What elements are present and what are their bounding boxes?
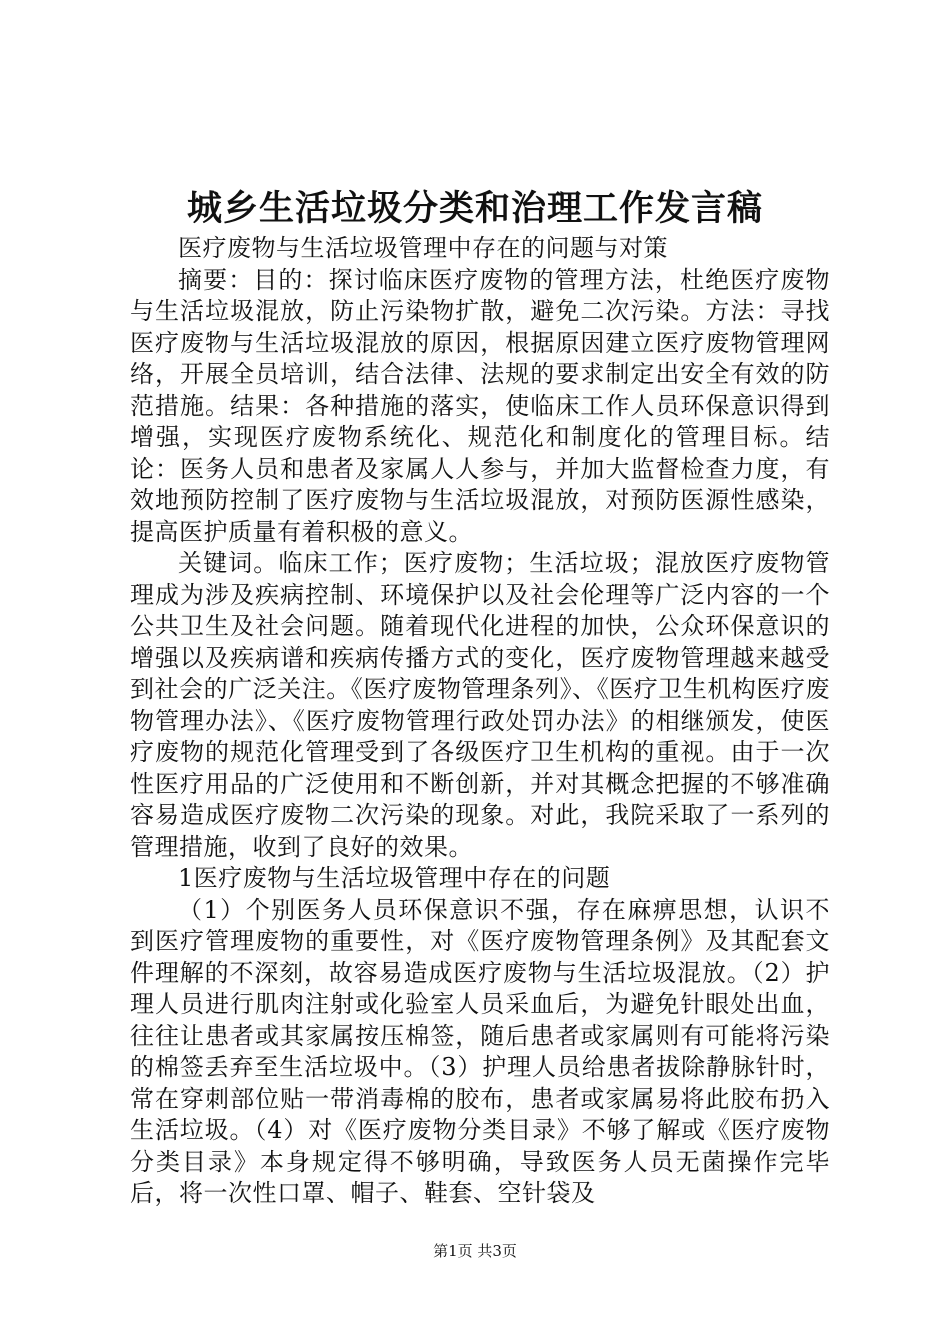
document-body [130, 233, 830, 1210]
document-title: 城乡生活垃圾分类和治理工作发言稿 [186, 188, 763, 229]
abstract-paragraph: 摘要：目的：探讨临床医疗废物的管理方法，杜绝医疗废物与生活垃圾混放，防止污染物扩散，避免二次污染。方法：寻找医疗废物与生活垃圾混放的原因，根据原因建立医疗废物管理网络，开展全员培训，结合法律、法规的要求制定出安全有效的防范措施。结果：各种措施的落实，使临床工作人员环保意识得到增强，实现医疗废物系统化、规范化和制度化的管理目标。结论：医务人员和患者及家属人人参与，并加大监督检查力度，有效地预防控制了医疗废物与生活垃圾混放，对预防医源性感染，提高医护质量有着积极的意义。 [130, 265, 830, 546]
page-footer: 第1页 共3页 [433, 1242, 517, 1260]
subtitle-paragraph: 医疗废物与生活垃圾管理中存在的问题与对策 [178, 234, 668, 262]
keywords-paragraph: 关键词。临床工作；医疗废物；生活垃圾；混放医疗废物管理成为涉及疾病控制、环境保护以及社会伦理等广泛内容的一个公共卫生及社会问题。随着现代化进程的加快，公众环保意识的增强以及疾病谱和疾病传播方式的变化，医疗废物管理越来越受到社会的广泛关注。《医疗废物管理条列》、《医疗卫生机构医疗废物管理办法》、《医疗废物管理行政处罚办法》的相继颁发，使医疗废物的规范化管理受到了各级医疗卫生机构的重视。由于一次性医疗用品的广泛使用和不断创新，并对其概念把握的不够准确容易造成医疗废物二次污染的现象。对此，我院采取了一系列的管理措施，收到了良好的效果。 [130, 549, 830, 861]
problems-paragraph: （1）个别医务人员环保意识不强，存在麻痹思想，认识不到医疗管理废物的重要性，对《医疗废物管理条例》及其配套文件理解的不深刻，故容易造成医疗废物与生活垃圾混放。（2）护理人员进行肌肉注射或化验室人员采血后，为避免针眼处出血，往往让患者或其家属按压棉签，随后患者或家属则有可能将污染的棉签丢弃至生活垃圾中。（3）护理人员给患者拔除静脉针时，常在穿刺部位贴一带消毒棉的胶布，患者或家属易将此胶布扔入生活垃圾。（4）对《医疗废物分类目录》不够了解或《医疗废物分类目录》本身规定得不够明确，导致医务人员无菌操作完毕后，将一次性口罩、帽子、鞋套、空针袋及 [130, 895, 830, 1207]
section-heading: 1医疗废物与生活垃圾管理中存在的问题 [178, 864, 611, 892]
